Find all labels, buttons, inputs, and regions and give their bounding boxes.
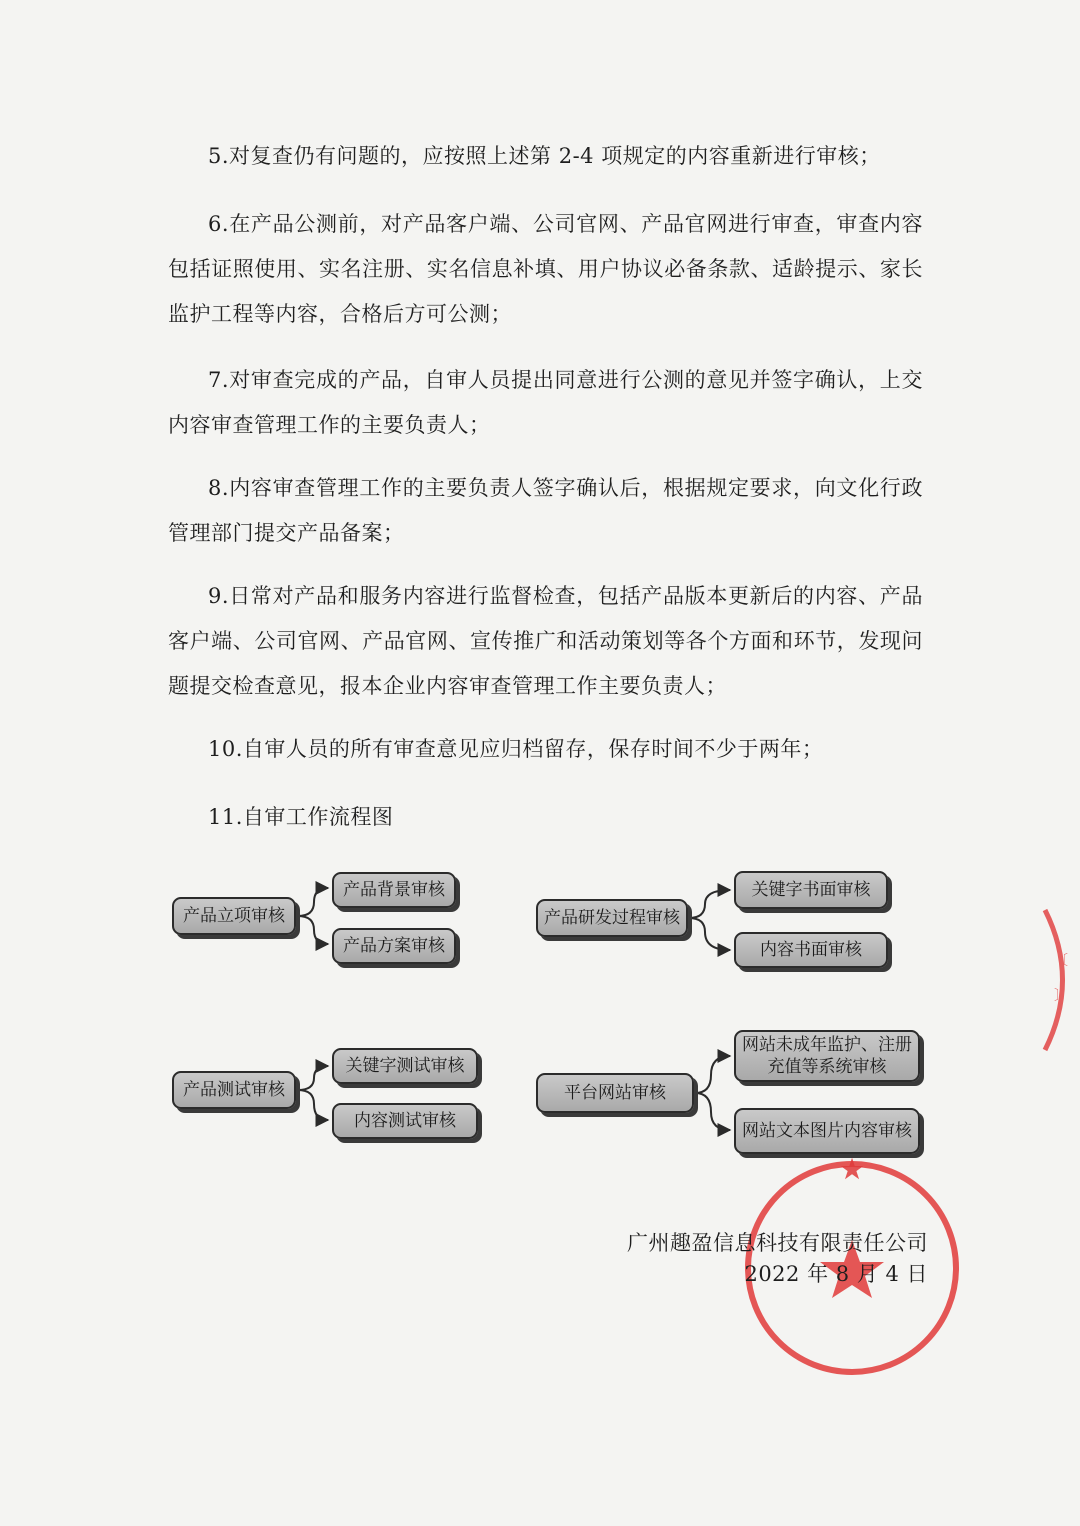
connector-4b bbox=[695, 1093, 730, 1130]
paragraph-8: 8.内容审查管理工作的主要负责人签字确认后，根据规定要求，向文化行政管理部门提交产品备案； bbox=[168, 476, 923, 545]
flow-child-plan: 产品方案审核 bbox=[332, 928, 456, 964]
flow-root-project: 产品立项审核 bbox=[172, 897, 296, 935]
signature-date: 2022 年 8 月 4 日 bbox=[744, 1262, 928, 1286]
flow-child-content-test: 内容测试审核 bbox=[332, 1103, 478, 1139]
connector-3a bbox=[298, 1066, 328, 1090]
connector-1a bbox=[298, 888, 328, 916]
flow-child-content-doc: 内容书面审核 bbox=[734, 932, 888, 968]
flow-root-dev: 产品研发过程审核 bbox=[536, 899, 688, 937]
signature-company: 广州趣盈信息科技有限责任公司 bbox=[627, 1231, 928, 1255]
paragraph-6: 6.在产品公测前，对产品客户端、公司官网、产品官网进行审查，审查内容包括证照使用、实名注册、实名信息补填、用户协议必备条款、适龄提示、家长监护工程等内容，合格后方可公测； bbox=[168, 212, 923, 326]
connector-3b bbox=[298, 1090, 328, 1120]
flow-child-keyword-doc: 关键字书面审核 bbox=[734, 871, 888, 909]
paragraph-10: 10.自审人员的所有审查意见应归档留存，保存时间不少于两年； bbox=[208, 737, 824, 761]
edge-seal-mark bbox=[1040, 905, 1080, 1055]
flow-root-platform: 平台网站审核 bbox=[536, 1073, 694, 1113]
paragraph-7: 7.对审查完成的产品，自审人员提出同意进行公测的意见并签字确认，上交内容审查管理工作的主要负责人； bbox=[168, 368, 923, 437]
flow-root-test: 产品测试审核 bbox=[172, 1071, 296, 1109]
paragraph-11: 11.自审工作流程图 bbox=[208, 805, 394, 829]
flow-child-keyword-test: 关键字测试审核 bbox=[332, 1048, 478, 1084]
connector-2b bbox=[689, 918, 730, 950]
connector-4a bbox=[695, 1056, 730, 1093]
flow-child-minor-system: 网站未成年监护、注册充值等系统审核 bbox=[734, 1030, 920, 1082]
paragraph-9: 9.日常对产品和服务内容进行监督检查，包括产品版本更新后的内容、产品客户端、公司官网、产品官网、宣传推广和活动策划等各个方面和环节，发现问题提交检查意见，报本企业内容审查管理工作主要负责人； bbox=[168, 584, 923, 698]
paragraph-5: 5.对复查仍有问题的，应按照上述第 2-4 项规定的内容重新进行审核； bbox=[208, 144, 881, 168]
svg-text:★: ★ bbox=[840, 1155, 864, 1185]
svg-text:〔: 〔 bbox=[1054, 953, 1068, 969]
flow-child-web-content: 网站文本图片内容审核 bbox=[734, 1108, 920, 1154]
svg-text:〕: 〕 bbox=[1054, 988, 1068, 1004]
flow-child-background: 产品背景审核 bbox=[332, 872, 456, 908]
connector-1b bbox=[298, 916, 328, 944]
connector-2a bbox=[689, 890, 730, 918]
